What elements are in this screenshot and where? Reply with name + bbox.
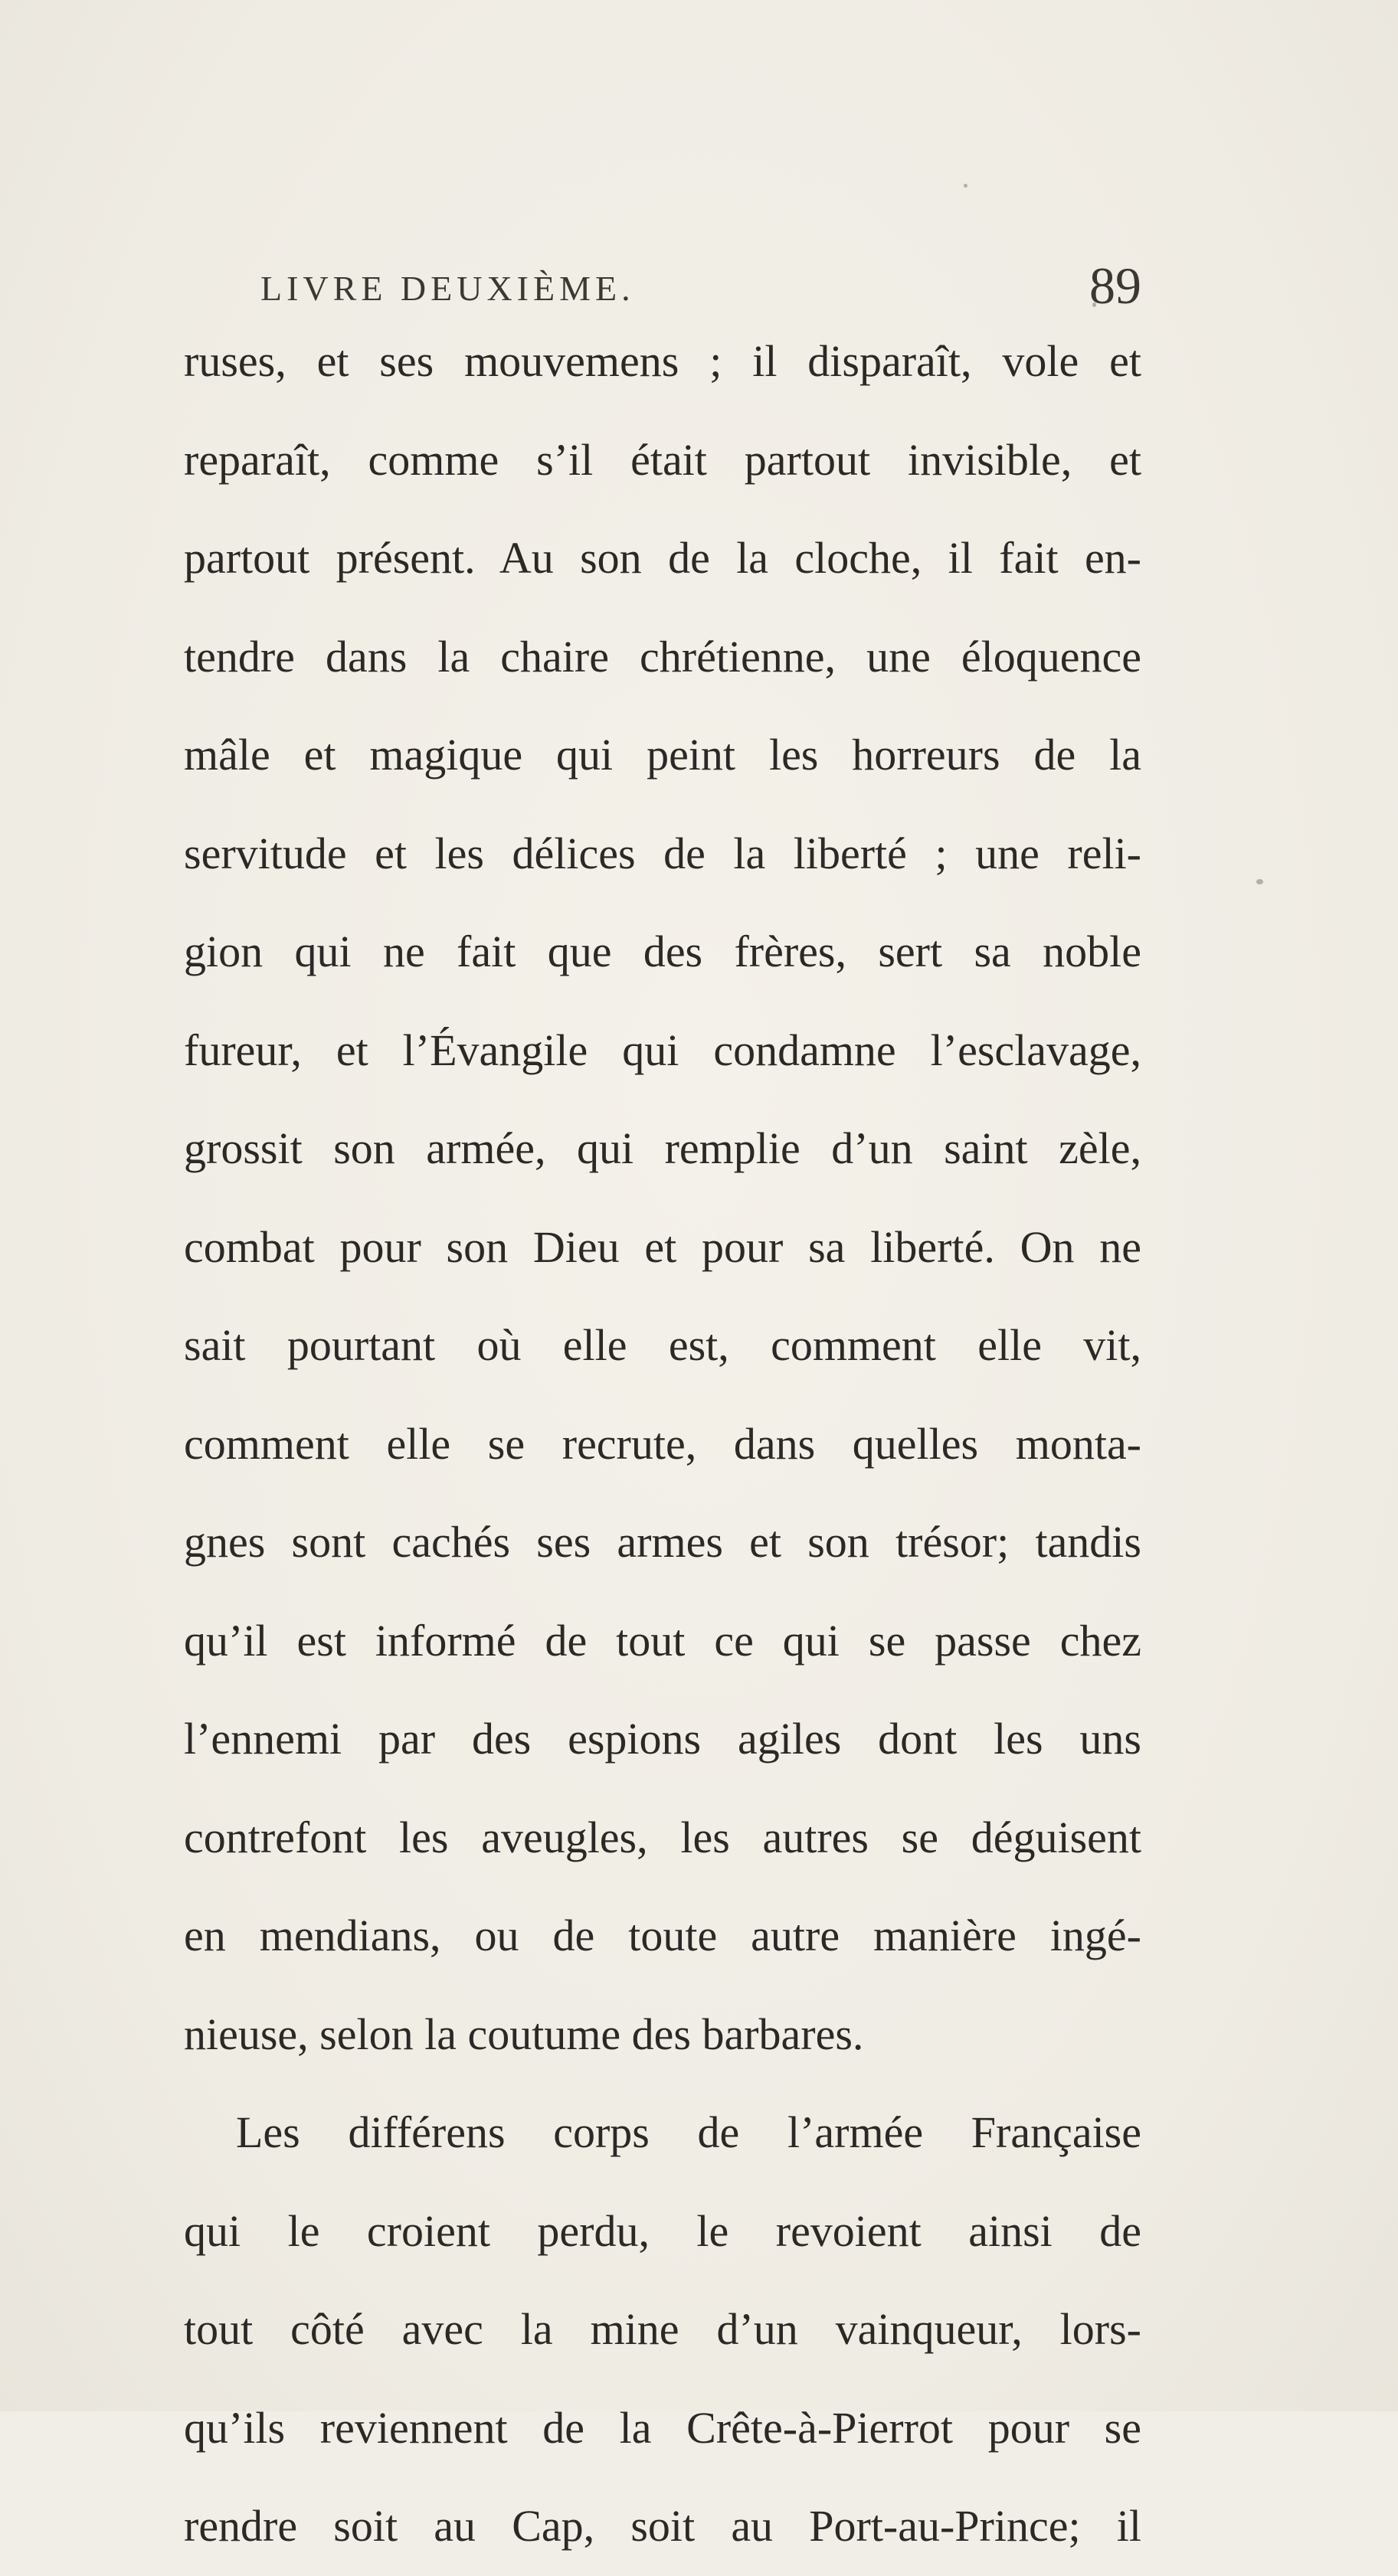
text-line: sait pourtant où elle est, comment elle vit, xyxy=(184,1320,1141,1370)
text-line: fureur, et l’Évangile qui condamne l’esclavage, xyxy=(184,1025,1141,1075)
text-line: tout côté avec la mine d’un vainqueur, lors- xyxy=(184,2304,1141,2354)
text-line: combat pour son Dieu et pour sa liberté. On ne xyxy=(184,1221,1141,1272)
text-line: gnes sont cachés ses armes et son trésor; tandis xyxy=(184,1517,1141,1567)
paragraph-start-line: Les différens corps de l’armée Française xyxy=(236,2107,1141,2157)
text-line: rendre soit au Cap, soit au Port-au-Prince; il xyxy=(184,2501,1141,2551)
text-line: tendre dans la chaire chrétienne, une éloquence xyxy=(184,631,1141,682)
text-line: qu’il est informé de tout ce qui se passe chez xyxy=(184,1615,1141,1666)
text-line: l’ennemi par des espions agiles dont les uns xyxy=(184,1714,1141,1764)
text-line: comment elle se recrute, dans quelles monta- xyxy=(184,1418,1141,1469)
body-text xyxy=(184,312,1141,2576)
text-line: reparaît, comme s’il était partout invisible, et xyxy=(184,434,1141,485)
text-line: mâle et magique qui peint les horreurs de la xyxy=(184,730,1141,780)
text-line: gion qui ne fait que des frères, sert sa noble xyxy=(184,927,1141,976)
paper-speck xyxy=(964,184,967,188)
text-line: qui le croient perdu, le revoient ainsi de xyxy=(184,2205,1141,2256)
text-line: en mendians, ou de toute autre manière ingé- xyxy=(184,1911,1141,1960)
text-line: qu’ils reviennent de la Crête-à-Pierrot pour se xyxy=(184,2402,1141,2453)
text-line: partout présent. Au son de la cloche, il fait en- xyxy=(184,533,1141,583)
text-line: servitude et les délices de la liberté ; une reli- xyxy=(184,828,1141,878)
running-head-title: LIVRE DEUXIÈME. xyxy=(260,269,635,308)
text-line: grossit son armée, qui remplie d’un saint zèle, xyxy=(184,1123,1141,1173)
text-line: ruses, et ses mouvemens ; il disparaît, vole et xyxy=(184,336,1141,386)
running-head xyxy=(184,253,1141,322)
paper-speck xyxy=(1256,879,1263,884)
text-line: contrefont les aveugles, les autres se déguisent xyxy=(184,1812,1141,1862)
text-line: nieuse, selon la coutume des barbares. xyxy=(184,2009,864,2059)
page-number: 89 xyxy=(1089,257,1141,315)
